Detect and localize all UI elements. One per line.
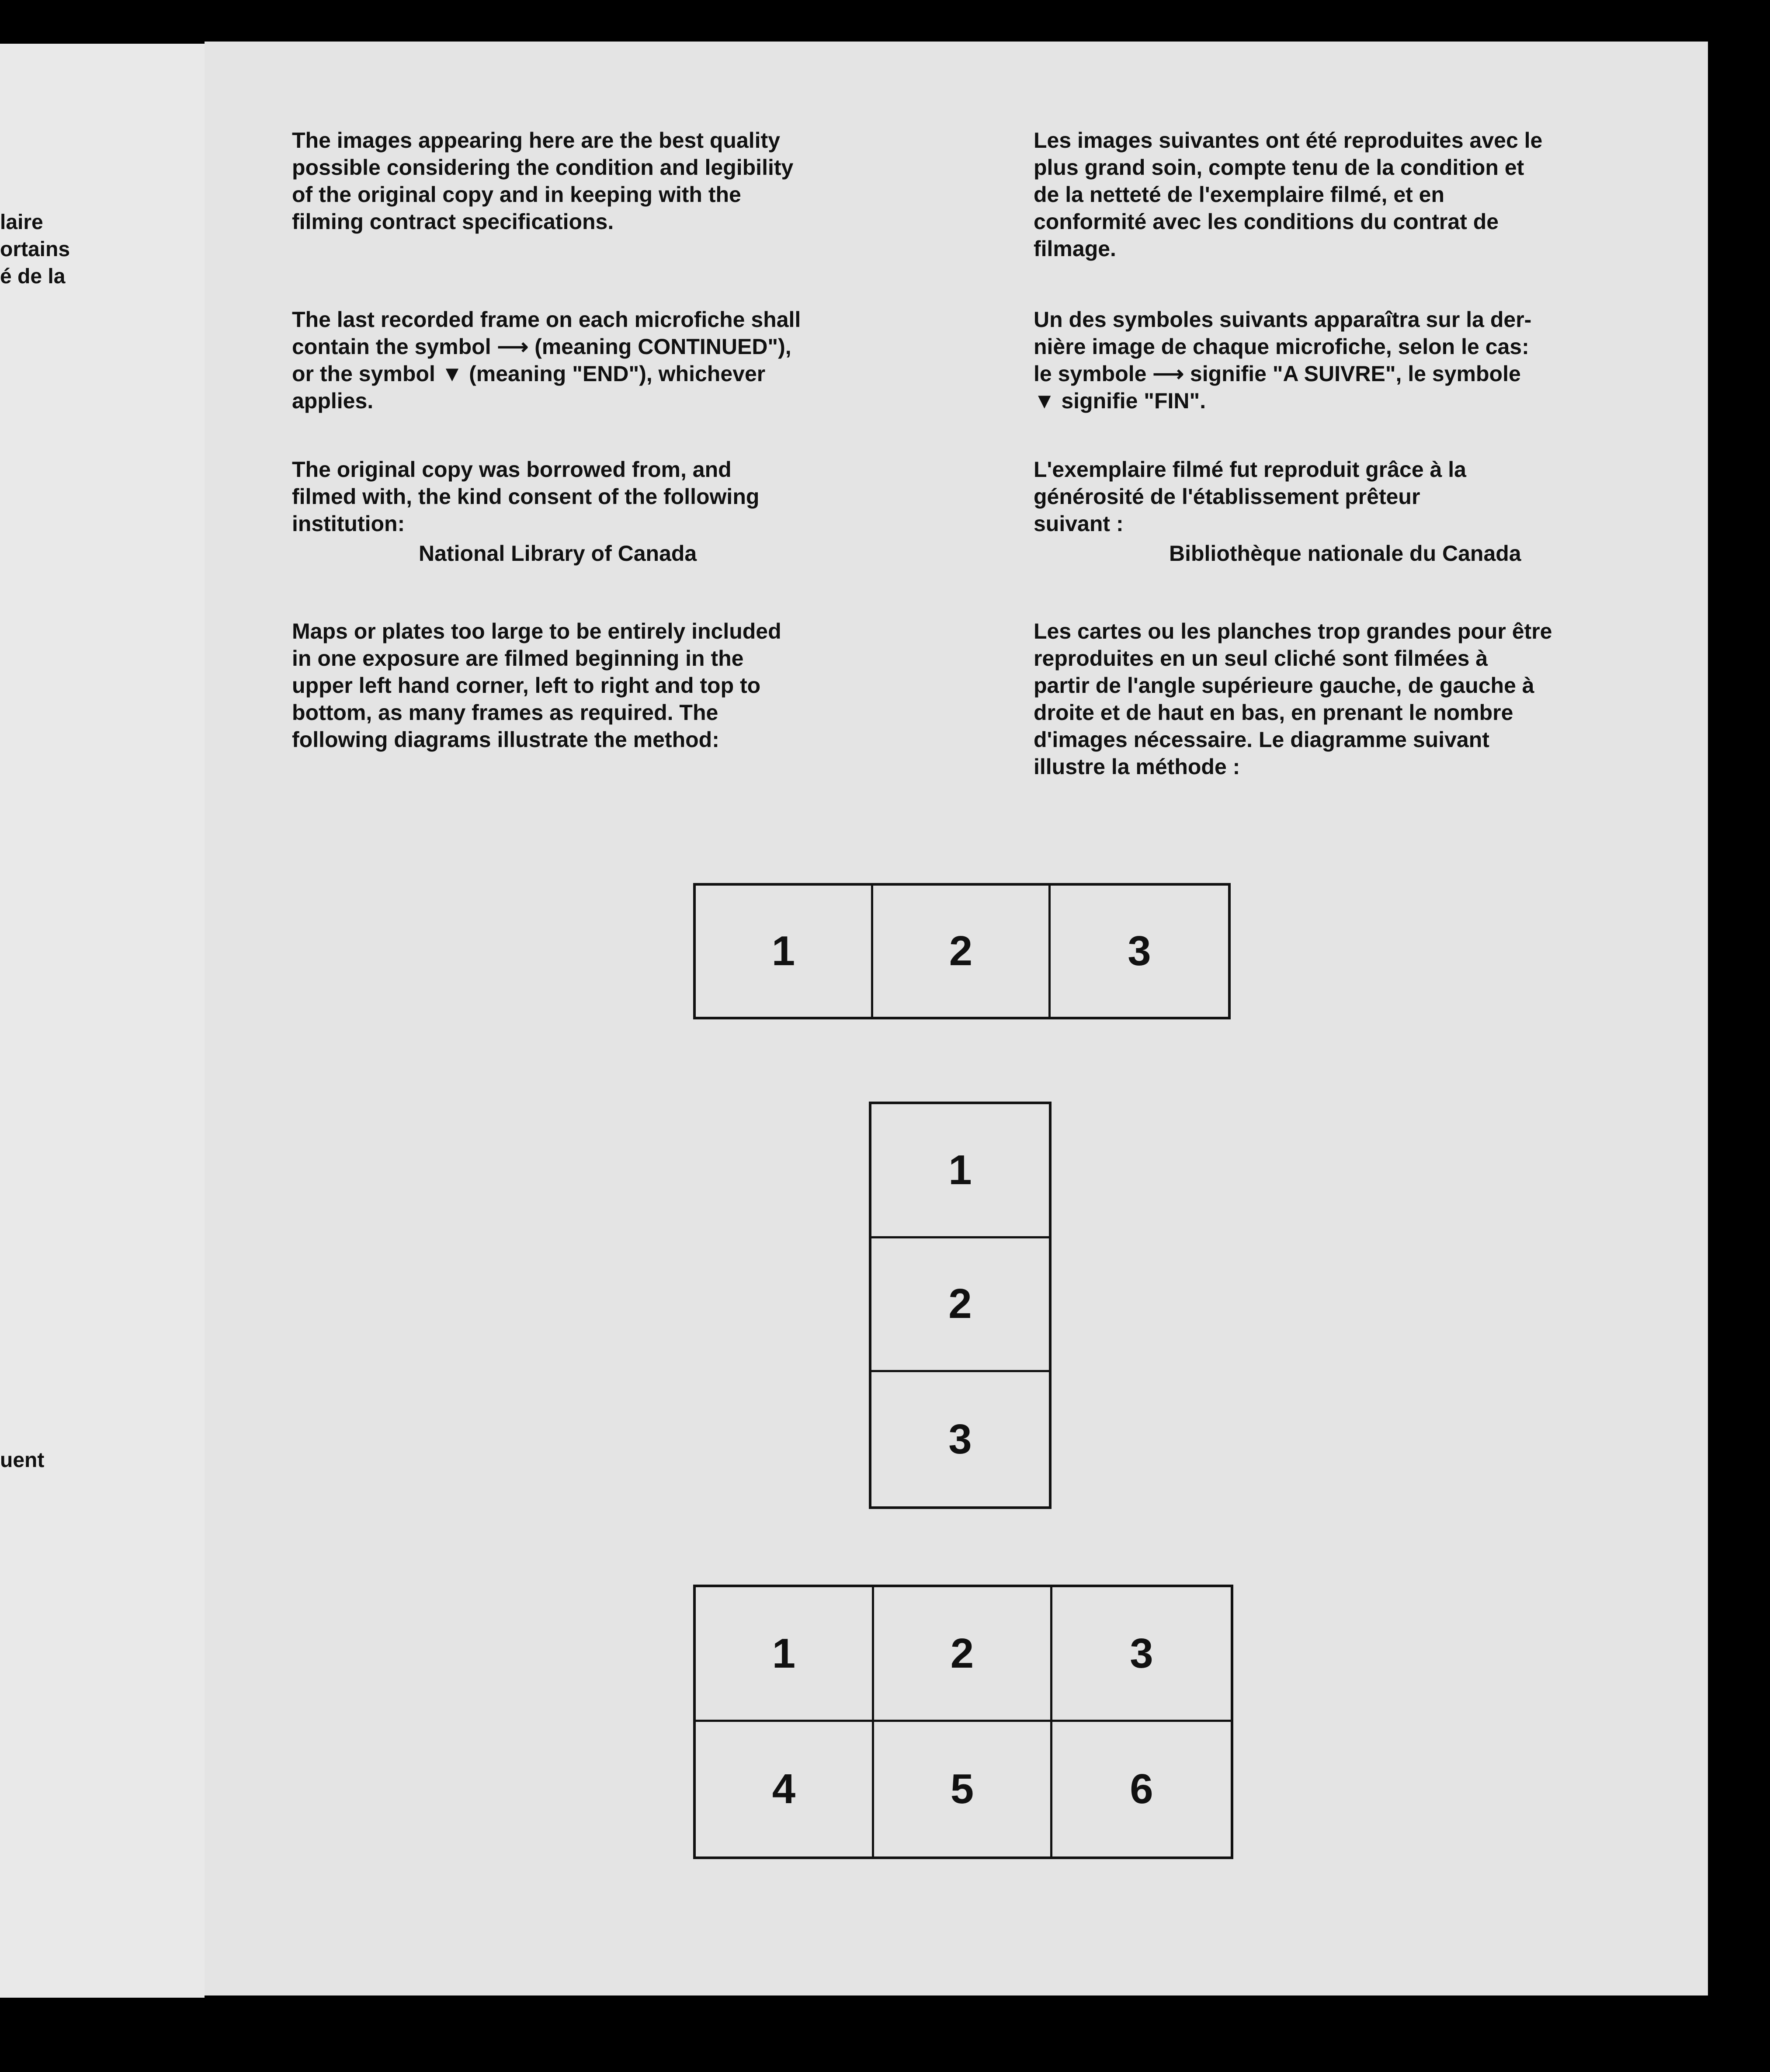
left-fragment-line: é de la: [0, 265, 66, 288]
frame-cell: 2: [873, 886, 1051, 1017]
frame-cell: 3: [948, 1415, 972, 1463]
left-page-fragment: [0, 44, 205, 1998]
frame-cell: 5: [874, 1722, 1052, 1856]
frame-cell: 1: [871, 1104, 1049, 1238]
document-page: [205, 42, 1708, 1996]
grid-frame-diagram: [693, 1585, 1233, 1859]
french-institution-name: Bibliothèque nationale du Canada: [1169, 541, 1521, 566]
english-institution-name: National Library of Canada: [419, 541, 697, 566]
french-quality-paragraph: Les images suivantes ont été reproduites avec le plus grand soin, compte tenu de la condition et de la netteté de l'exemplaire filmé, et en conformité avec les conditions du contrat de filmage.: [1034, 128, 1543, 261]
horizontal-frame-diagram: [693, 883, 1231, 1019]
english-symbol-paragraph: The last recorded frame on each microfiche shall contain the symbol ⟶ (meaning CONTINUED"), or the symbol ▼ (meaning "END"), whichever applies.: [292, 307, 801, 413]
frame-cell: 1: [696, 1587, 874, 1722]
frame-cell: 2: [871, 1238, 1049, 1373]
frame-cell: 6: [1130, 1766, 1153, 1812]
french-symbol-paragraph: Un des symboles suivants apparaîtra sur la der- nière image de chaque microfiche, selon le cas: le symbole ⟶ signifie "A SUIVRE", le symbole ▼ signifie "FIN".: [1034, 307, 1532, 413]
left-fragment-line: ortains: [0, 238, 70, 261]
vertical-frame-diagram: [869, 1102, 1052, 1509]
english-quality-paragraph: The images appearing here are the best quality possible considering the condition and legibility of the original copy and in keeping with the filming contract specifications.: [292, 128, 794, 234]
french-source-paragraph: L'exemplaire filmé fut reproduit grâce à la générosité de l'établissement prêteur suivant :: [1034, 457, 1466, 536]
french-maps-paragraph: Les cartes ou les planches trop grandes pour être reproduites en un seul cliché sont filmées à partir de l'angle supérieure gauche, de gauche à droite et de haut en bas, en prenant le nombre d'images nécessaire. Le diagramme suivant illustre la méthode :: [1034, 619, 1552, 779]
frame-cell: 4: [696, 1722, 874, 1856]
frame-cell: 2: [874, 1587, 1052, 1722]
left-fragment-line: laire: [0, 211, 43, 234]
english-maps-paragraph: Maps or plates too large to be entirely included in one exposure are filmed beginning in the upper left hand corner, left to right and top to bottom, as many frames as required. The following diagrams illustrate the method:: [292, 619, 781, 752]
left-fragment-line: uent: [0, 1449, 45, 1472]
english-source-paragraph: The original copy was borrowed from, and filmed with, the kind consent of the following institution:: [292, 457, 760, 536]
frame-cell: 1: [696, 886, 873, 1017]
frame-cell: 3: [1128, 928, 1151, 974]
frame-cell: 3: [1052, 1587, 1231, 1722]
